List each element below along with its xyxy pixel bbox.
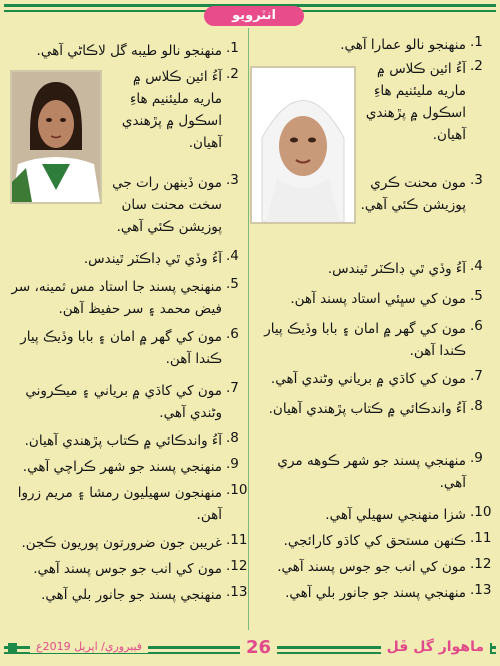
- column-divider: [248, 28, 249, 630]
- item-number: 13.: [470, 582, 492, 598]
- item-text: شزا منهنجي سهيلي آهي.: [325, 507, 466, 523]
- list-item: [8, 532, 248, 554]
- list-item: [8, 584, 248, 606]
- item-number: 8.: [470, 398, 483, 414]
- item-number: 11.: [226, 532, 248, 548]
- item-text: منهنجي پسند جو شهر ڪراچي آهي.: [22, 459, 222, 475]
- item-number: 7.: [226, 380, 239, 396]
- item-number: 10.: [470, 504, 492, 520]
- item-text: مون کي کاڌي ۾ برياني وڻندي آهي.: [270, 371, 466, 387]
- item-number: 5.: [470, 288, 483, 304]
- interview-column-left: [8, 26, 248, 626]
- item-number: 12.: [470, 556, 492, 572]
- list-item: [8, 558, 248, 580]
- list-item: [252, 398, 492, 420]
- item-text: آءُ ائين ڪلاس ۾ ماريه مليئنيم هاءِ اسڪول ۾ پڙهندي آهيان.: [121, 69, 222, 151]
- item-text: آءُ واندڪائي ۾ ڪتاب پڙهندي آهيان.: [24, 433, 222, 449]
- item-text: مون محنت ڪري پوزيشن ڪئي آهي.: [360, 175, 466, 213]
- list-item: [252, 450, 492, 494]
- page-footer: [4, 636, 496, 662]
- item-text: منهنجي پسند جو جانور بلي آهي.: [285, 585, 466, 601]
- item-number: 1.: [226, 40, 239, 56]
- list-item: [8, 40, 248, 62]
- list-item: [252, 556, 492, 578]
- item-text: مون ڏينهن رات جي سخت محنت سان پوزيشن ڪئي آهي.: [112, 175, 222, 235]
- item-text: منهنجي پسند جا استاد مس ثمينه، سر فيض محمد ۽ سر حفيظ آهن.: [11, 279, 222, 317]
- list-item: [252, 530, 492, 552]
- list-item: [352, 172, 492, 216]
- item-text: منهنجي پسند جو شهر ڪوهه مري آهي.: [277, 453, 466, 491]
- list-item: [252, 368, 492, 390]
- item-number: 2.: [470, 58, 483, 74]
- item-number: 12.: [226, 558, 248, 574]
- item-text: آءُ ائين ڪلاس ۾ ماريه مليئنيم هاءِ اسڪول ۾ پڙهندي آهيان.: [365, 61, 466, 143]
- item-number: 6.: [226, 326, 239, 342]
- item-text: منهنجو نالو طيبه گل لاڪاڻي آهي.: [36, 43, 222, 59]
- list-item: [252, 318, 492, 362]
- item-number: 9.: [226, 456, 239, 472]
- item-number: 2.: [226, 66, 239, 82]
- interview-column-right: [252, 26, 492, 626]
- issue-date: فيبروري/ اپريل 2019ع: [30, 640, 148, 653]
- magazine-name: ماهوار گل ڦل: [381, 639, 490, 655]
- list-item: [252, 258, 492, 280]
- list-item: [252, 34, 492, 56]
- list-item: [8, 430, 248, 452]
- item-number: 11.: [470, 530, 492, 546]
- item-text: مون کي گهر ۾ امان ۽ بابا وڏيڪ پيار ڪندا آهن.: [264, 321, 466, 359]
- item-text: مون کي انب جو جوس پسند آهي.: [277, 559, 466, 575]
- item-number: 10.: [226, 482, 248, 498]
- item-text: منهنجي پسند جو جانور بلي آهي.: [41, 587, 222, 603]
- list-item: [8, 482, 248, 526]
- item-text: آءُ وڏي ٿي ڊاڪٽر ٿيندس.: [327, 261, 466, 277]
- item-text: ڪنهن مستحق کي کاڌو کارائجي.: [283, 533, 466, 549]
- item-text: مون کي سڀئي استاد پسند آهن.: [290, 291, 466, 307]
- item-number: 3.: [226, 172, 239, 188]
- item-number: 1.: [470, 34, 483, 50]
- list-item: [252, 288, 492, 310]
- list-item: [252, 582, 492, 604]
- item-text: آءُ واندڪائي ۾ ڪتاب پڙهندي آهيان.: [268, 401, 466, 417]
- item-text: مون کي انب جو جوس پسند آهي.: [33, 561, 222, 577]
- item-number: 6.: [470, 318, 483, 334]
- item-number: 13.: [226, 584, 248, 600]
- list-item: [252, 504, 492, 526]
- item-number: 4.: [470, 258, 483, 274]
- item-text: منهنجون سهيليون رمشا ۽ مريم زروا آهن.: [17, 485, 222, 523]
- list-item: [8, 380, 248, 424]
- list-item: [8, 326, 248, 370]
- list-item: [8, 456, 248, 478]
- item-number: 7.: [470, 368, 483, 384]
- list-item: [8, 248, 248, 270]
- item-number: 5.: [226, 276, 239, 292]
- item-text: منهنجو نالو عمارا آهي.: [340, 37, 466, 53]
- list-item: [100, 172, 248, 238]
- section-title: انٽرويو: [204, 6, 304, 26]
- page-number: 26: [240, 637, 277, 658]
- list-item: [100, 66, 248, 154]
- item-number: 4.: [226, 248, 239, 264]
- footer-square-icon: [8, 643, 17, 652]
- item-text: مون کي گهر ۾ امان ۽ بابا وڏيڪ پيار ڪندا آهن.: [20, 329, 222, 367]
- header-band: [4, 4, 496, 22]
- item-text: غريبن جون ضرورتون پوريون ڪجن.: [21, 535, 222, 551]
- list-item: [352, 58, 492, 146]
- item-number: 9.: [470, 450, 483, 466]
- list-item: [8, 276, 248, 320]
- item-number: 8.: [226, 430, 239, 446]
- item-text: مون کي کاڌي ۾ برياني ۽ ميڪروني وڻندي آهي.: [25, 383, 222, 421]
- item-number: 3.: [470, 172, 483, 188]
- item-text: آءُ وڏي ٿي ڊاڪٽر ٿيندس.: [83, 251, 222, 267]
